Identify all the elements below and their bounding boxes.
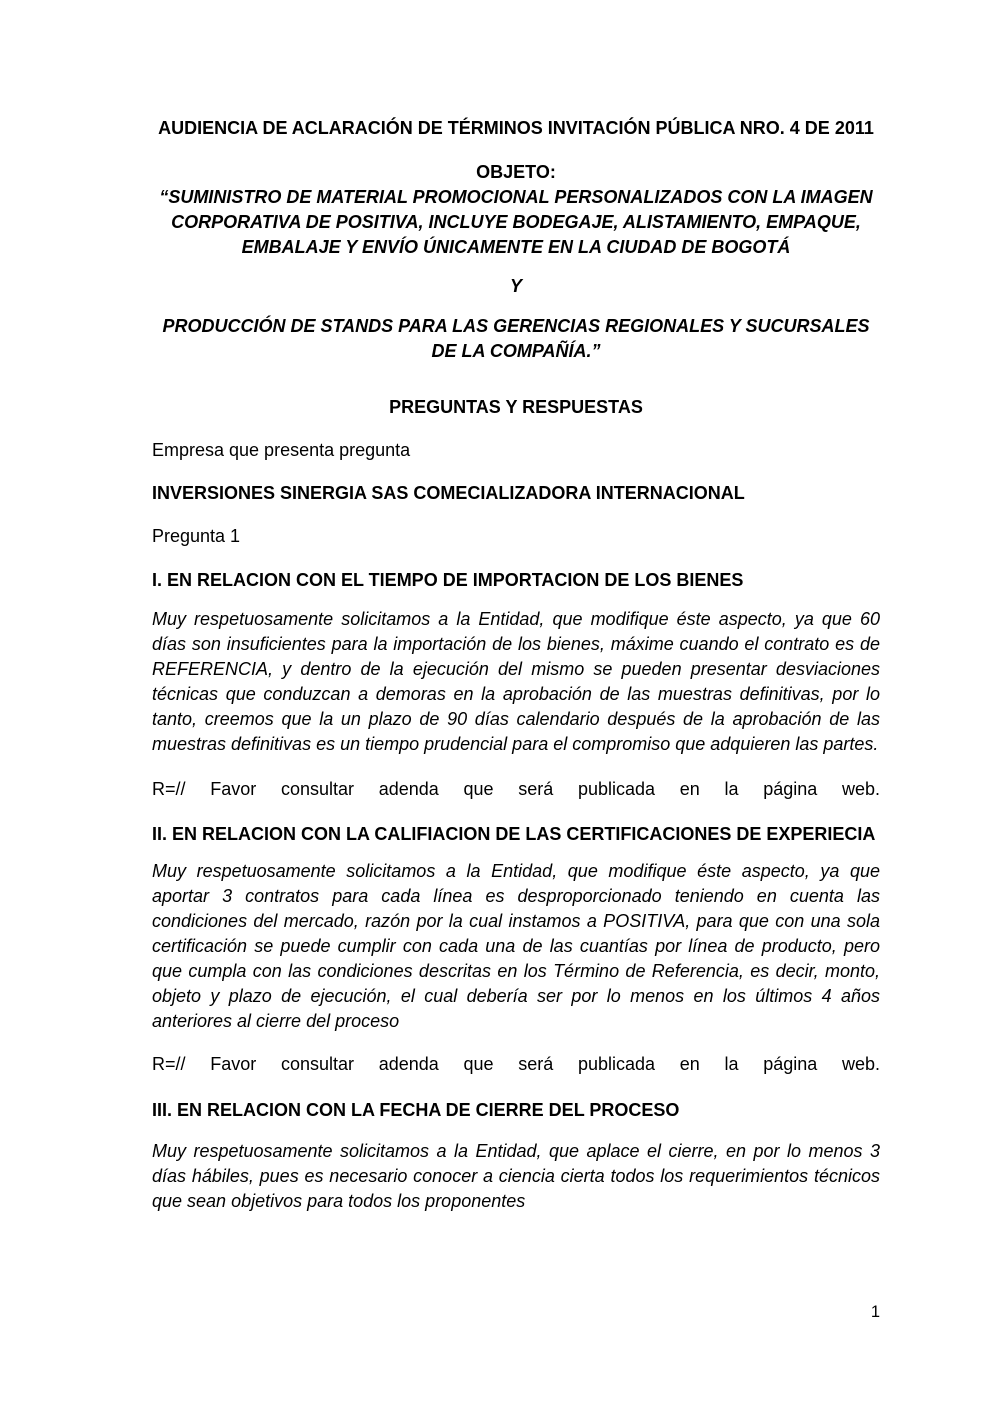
question-label: Pregunta 1 bbox=[152, 526, 241, 546]
qa-question-2: Muy respetuosamente solicitamos a la Entidad, que modifique éste aspecto, ya que aportar 3 contratos para cada línea es desproporcionado teniendo en cuenta las condiciones del mercado, razón por la cual instamos a POSITIVA, para que con una sola certificación se puede cumplir con cada una de las cuantías por línea de producto, pero que cumpla con las condiciones descritas en los Término de Referencia, es decir, monto, objeto y plazo de ejecución, el cual debería ser por lo menos en los últimos 4 años anteriores al cierre del proceso bbox=[152, 861, 880, 1031]
page-number: 1 bbox=[870, 1303, 880, 1321]
connector-y: Y bbox=[509, 276, 522, 296]
objeto-text: “SUMINISTRO DE MATERIAL PROMOCIONAL PERSONALIZADOS CON LA IMAGEN CORPORATIVA DE POSITIVA, INCLUYE BODEGAJE, ALISTAMIENTO, EMPAQUE, EMBALAJE Y ENVÍO ÚNICAMENTE EN LA CIUDAD DE BOGOTÁ bbox=[159, 187, 873, 257]
qa-question-1: Muy respetuosamente solicitamos a la Entidad, que modifique éste aspecto, ya que 60 días son insuficientes para la importación de los bienes, máxime cuando el contrato es de REFERENCIA, y dentro de la ejecución del mismo se pueden presentar desviaciones técnicas que conduzcan a demoras en la aprobación de las muestras definitivas, por lo tanto, creemos que la un plazo de 90 días calendario después de la aprobación de las muestras definitivas es un tiempo prudencial para el compromiso que adquieren las partes. bbox=[152, 609, 880, 754]
qa-question-3: Muy respetuosamente solicitamos a la Entidad, que aplace el cierre, en por lo menos 3 días hábiles, pues es necesario conocer a ciencia cierta todos los requerimientos técnicos que sean objetivos para todos los proponentes bbox=[152, 1141, 880, 1211]
objeto-label: OBJETO: bbox=[476, 162, 556, 182]
empresa-line: Empresa que presenta pregunta bbox=[152, 440, 411, 460]
qa-answer-1: R=// Favor consultar adenda que será publicada en la página web. bbox=[152, 779, 880, 799]
objeto-text-2: PRODUCCIÓN DE STANDS PARA LAS GERENCIAS REGIONALES Y SUCURSALES DE LA COMPAÑÍA.” bbox=[162, 316, 870, 361]
qa-heading-2: II. EN RELACION CON LA CALIFIACION DE LAS CERTIFICACIONES DE EXPERIECIA bbox=[152, 824, 876, 844]
qa-heading-3: III. EN RELACION CON LA FECHA DE CIERRE DEL PROCESO bbox=[152, 1100, 680, 1120]
objeto-block bbox=[152, 160, 880, 260]
qa-heading-1: I. EN RELACION CON EL TIEMPO DE IMPORTACION DE LOS BIENES bbox=[152, 570, 744, 590]
company-name: INVERSIONES SINERGIA SAS COMECIALIZADORA INTERNACIONAL bbox=[152, 483, 745, 503]
section-title: PREGUNTAS Y RESPUESTAS bbox=[389, 397, 643, 417]
qa-answer-2: R=// Favor consultar adenda que será publicada en la página web. bbox=[152, 1054, 880, 1074]
document-title: AUDIENCIA DE ACLARACIÓN DE TÉRMINOS INVITACIÓN PÚBLICA NRO. 4 DE 2011 bbox=[158, 118, 874, 138]
